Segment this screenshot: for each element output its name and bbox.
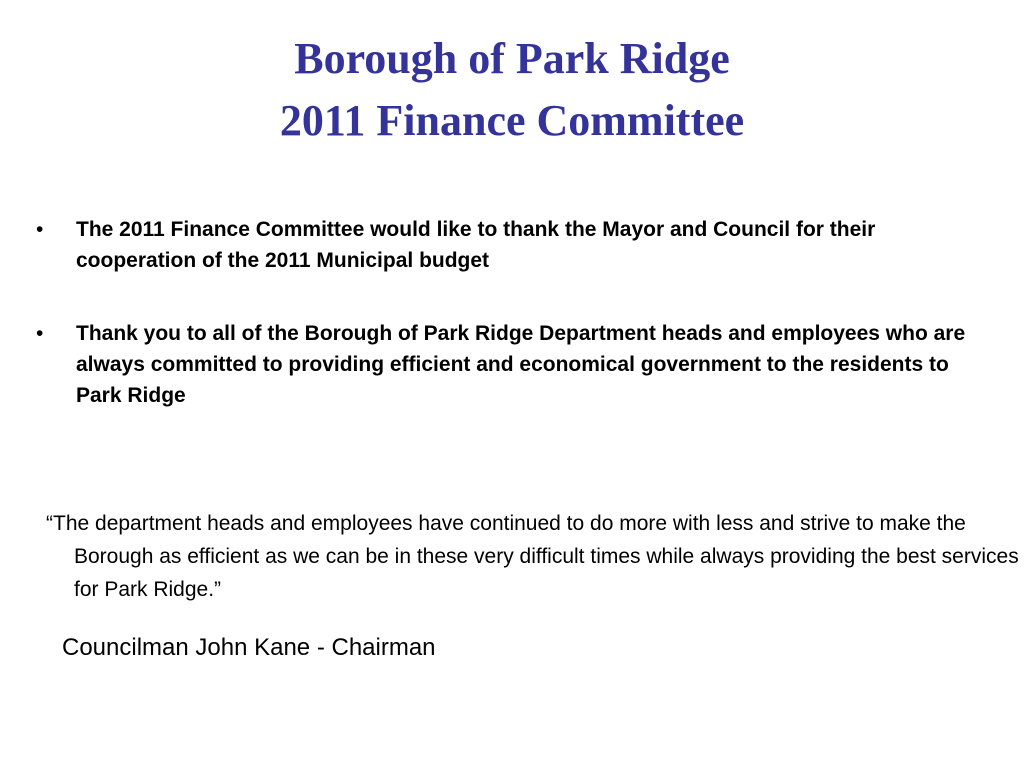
slide-title xyxy=(0,28,1024,152)
bullet-list xyxy=(36,214,996,411)
bullet-text: Thank you to all of the Borough of Park Ridge Department heads and employees who are always committed to providing efficient and economical government to the residents to Park Ridge xyxy=(76,322,966,407)
quote-attribution: Councilman John Kane - Chairman xyxy=(62,634,436,661)
bullet-icon: • xyxy=(36,218,44,241)
bullet-item xyxy=(36,318,996,411)
bullet-item xyxy=(36,214,996,276)
bullet-text: The 2011 Finance Committee would like to thank the Mayor and Council for their cooperation of the 2011 Municipal budget xyxy=(76,218,876,272)
title-line-2: 2011 Finance Committee xyxy=(279,96,745,145)
quote-text: “The department heads and employees have continued to do more with less and strive to make the Borough as efficient as we can be in these very difficult times while always providing the best services for Park Ridge.” xyxy=(46,512,1019,601)
title-line-1: Borough of Park Ridge xyxy=(294,34,730,83)
bullet-icon: • xyxy=(36,322,44,345)
